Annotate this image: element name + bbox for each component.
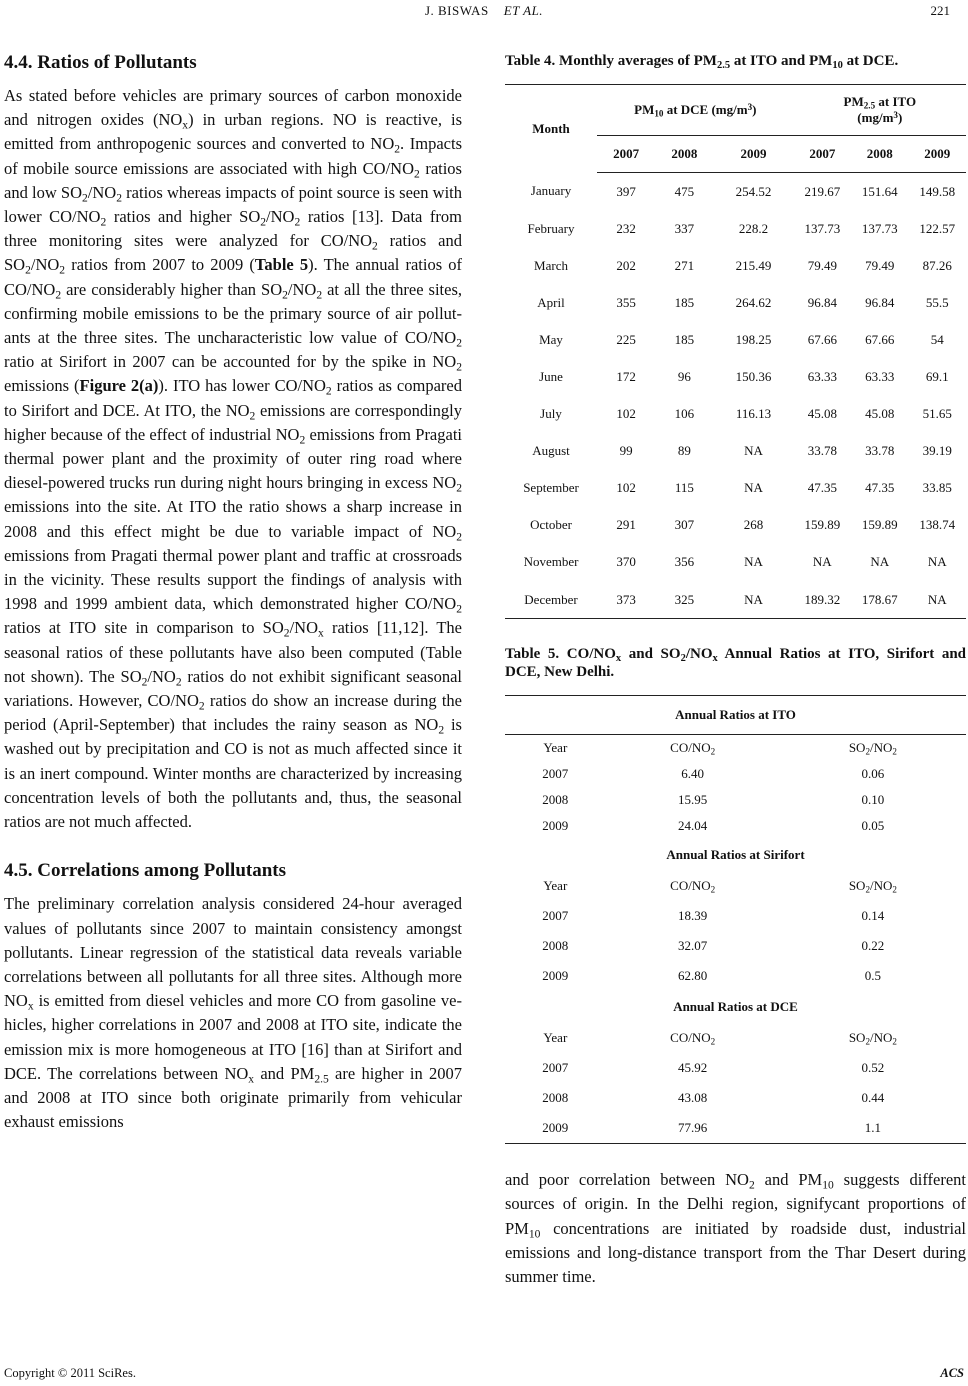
value-cell: 69.1 (925, 369, 949, 385)
table-4-caption: Table 4. Monthly averages of $PM_{2.5}$ at ITO and $PM_{10}$ at DCE. (505, 53, 899, 72)
value-cell: 62.80 (678, 968, 708, 984)
value-cell: 264.62 (735, 294, 772, 310)
table-row (505, 470, 966, 507)
value-cell: 337 (674, 220, 695, 236)
column-header-cell: Year (543, 740, 568, 756)
value-cell: 116.13 (735, 406, 772, 422)
column-header-cell: $CO/NO_2$ (670, 740, 716, 757)
value-cell: NA (744, 554, 763, 570)
table-row (505, 507, 966, 544)
page-number: 221 (930, 3, 950, 18)
value-cell: 185 (674, 331, 695, 347)
table-4-year-header: 2009 (909, 136, 967, 173)
value-cell: 0.22 (861, 938, 885, 954)
column-header-cell: $CO/NO_2$ (670, 1030, 716, 1047)
month-cell: July (540, 406, 562, 422)
value-cell: 2008 (542, 1090, 569, 1106)
value-cell: 87.26 (922, 257, 952, 273)
value-cell: 1.1 (864, 1120, 881, 1136)
value-cell: 198.25 (735, 331, 772, 347)
value-cell: 0.52 (861, 1060, 885, 1076)
section-4-4-heading: 4.4. Ratios of Pollutants (4, 52, 197, 73)
value-cell: 115 (674, 480, 694, 496)
month-cell: March (534, 257, 568, 273)
column-header-cell: $CO/NO_2$ (670, 878, 716, 895)
value-cell: 45.08 (807, 406, 837, 422)
value-cell: 24.04 (678, 818, 708, 834)
table-row (505, 284, 966, 321)
value-cell: 159.89 (861, 517, 898, 533)
value-cell: 189.32 (804, 591, 841, 607)
table-4-year-header: 2007 (597, 136, 655, 173)
value-cell: 32.07 (678, 938, 708, 954)
value-cell: 2009 (542, 818, 569, 834)
value-cell: 47.35 (865, 480, 895, 496)
table-row (505, 1113, 966, 1144)
table-5-column-header-row (505, 871, 966, 901)
table-row (505, 581, 966, 619)
value-cell: 271 (674, 257, 695, 273)
month-cell: December (524, 591, 578, 607)
table-4-year-header: 2008 (851, 136, 908, 173)
value-cell: 99 (619, 443, 633, 459)
table-row (505, 173, 966, 211)
value-cell: 138.74 (919, 517, 956, 533)
value-cell: 225 (616, 331, 636, 347)
month-cell: August (532, 443, 570, 459)
table-5 (505, 695, 966, 1144)
month-cell: October (530, 517, 572, 533)
table-row (505, 396, 966, 433)
value-cell: 33.78 (865, 443, 895, 459)
section-title-cell: Annual Ratios at ITO (505, 696, 966, 735)
table-5-section-title (505, 839, 966, 871)
table-row (505, 247, 966, 284)
month-cell: September (523, 480, 579, 496)
table-row (505, 544, 966, 581)
value-cell: 89 (677, 443, 691, 459)
table-row (505, 961, 966, 991)
table-5-section-title (505, 991, 966, 1023)
table-4 (505, 84, 966, 619)
value-cell: 96.84 (865, 294, 895, 310)
value-cell: 54 (930, 331, 944, 347)
value-cell: 373 (616, 591, 636, 607)
value-cell: 2007 (542, 766, 569, 782)
value-cell: 122.57 (919, 220, 956, 236)
right-column (505, 52, 966, 1289)
value-cell: 79.49 (807, 257, 837, 273)
value-cell: 63.33 (865, 369, 895, 385)
value-cell: 307 (674, 517, 695, 533)
table-5-column-header-row (505, 735, 966, 762)
value-cell: 67.66 (807, 331, 837, 347)
value-cell: 137.73 (804, 220, 841, 236)
value-cell: 67.66 (865, 331, 895, 347)
value-cell: 79.49 (865, 257, 895, 273)
copyright-notice: Copyright © 2011 SciRes. (4, 1366, 136, 1380)
value-cell: 96.84 (807, 294, 837, 310)
value-cell: 325 (674, 591, 695, 607)
value-cell: 2009 (542, 968, 569, 984)
left-column (4, 52, 462, 1134)
value-cell: 33.85 (922, 480, 952, 496)
value-cell: 356 (674, 554, 695, 570)
value-cell: 355 (616, 294, 636, 310)
table-4-year-header: 2007 (794, 136, 851, 173)
value-cell: 6.40 (681, 766, 705, 782)
section-title-cell: Annual Ratios at DCE (673, 999, 798, 1015)
value-cell: 45.92 (678, 1060, 708, 1076)
value-cell: 2009 (542, 1120, 569, 1136)
value-cell: NA (927, 554, 947, 570)
table-5-section-title (505, 696, 966, 735)
column-header-cell: Year (543, 878, 568, 894)
value-cell: 0.5 (864, 968, 881, 984)
value-cell: 55.5 (925, 294, 949, 310)
value-cell: 2008 (542, 938, 569, 954)
running-head (0, 3, 968, 19)
table-row (505, 1053, 966, 1083)
value-cell: 0.10 (861, 792, 885, 808)
value-cell: 291 (616, 517, 636, 533)
value-cell: 39.19 (922, 443, 952, 459)
page-footer (4, 1366, 966, 1381)
value-cell: 232 (616, 220, 636, 236)
journal-name: ACS (940, 1366, 964, 1380)
column-header-cell: Year (543, 1030, 568, 1046)
value-cell: 149.58 (919, 183, 956, 199)
value-cell: 370 (616, 554, 636, 570)
table-row (505, 787, 966, 813)
value-cell: NA (744, 443, 763, 459)
value-cell: NA (744, 591, 763, 607)
running-head-author: J. BISWAS (424, 3, 489, 18)
value-cell: 475 (674, 183, 695, 199)
table-row (505, 931, 966, 961)
value-cell: 2007 (542, 1060, 569, 1076)
value-cell: 2008 (542, 792, 569, 808)
section-4-5-paragraph: The preliminary correlation analysis considered 24-hour averaged values of pollutants since 2007 to maintain consistency amongst pollutants. Linear regression of the statistical data reveals variable correlations between all pollutants for all three sites. Although more $NO_x$ is emitted from diesel vehicles and more CO from gasoline vehicles, higher correlations in 2007 and 2008 at ITO site, indicate the emission mix is more homogeneous at ITO [16] than at Sirifort and DCE. The correlations between $NO_x$ and $PM_{2.5}$ are higher in 2007 and 2008 at ITO since both originate primarily from vehicular exhaust emissions (4, 894, 462, 1132)
value-cell: 159.89 (804, 517, 841, 533)
value-cell: NA (812, 554, 832, 570)
value-cell: 219.67 (804, 183, 841, 199)
value-cell: 137.73 (861, 220, 898, 236)
value-cell: 228.2 (738, 220, 769, 236)
value-cell: 215.49 (735, 257, 772, 273)
value-cell: 96 (677, 369, 691, 385)
month-cell: June (539, 369, 563, 385)
table-row (505, 901, 966, 931)
value-cell: 150.36 (735, 369, 772, 385)
column-header-cell: $SO_2/NO_2$ (848, 1030, 897, 1047)
value-cell: 2007 (542, 908, 569, 924)
table-row (505, 210, 966, 247)
value-cell: 63.33 (807, 369, 837, 385)
column-header-cell: $SO_2/NO_2$ (848, 740, 897, 757)
page-header (0, 0, 968, 30)
value-cell: 0.14 (861, 908, 885, 924)
table-row (505, 358, 966, 395)
continued-paragraph: and poor correlation between $NO_2$ and $PM_{10}$ suggests different sources of origin. In the Delhi region, signifycant proportions of $PM_{10}$ concentrations are initiated by roadside dust, industrial emissions and long-distance transport from the Thar Desert during summer time. (505, 1170, 966, 1286)
value-cell: 15.95 (678, 792, 708, 808)
table-4-pm10-header: $PM_{10}$ at DCE $(mg/m^3)$ (634, 101, 757, 119)
value-cell: NA (870, 554, 890, 570)
value-cell: NA (744, 480, 763, 496)
table-4-year-header: 2008 (655, 136, 713, 173)
month-cell: February (527, 220, 575, 236)
table-5-column-header-row (505, 1023, 966, 1053)
table-row (505, 1083, 966, 1113)
value-cell: 268 (743, 517, 764, 533)
value-cell: 254.52 (735, 183, 772, 199)
table-5-caption: Table 5. $CO/NO_x$ and $SO_2/NO_x$ Annual Ratios at ITO, Sirifort and DCE, New Delhi. (505, 646, 966, 681)
value-cell: 102 (616, 406, 636, 422)
column-header-cell: $SO_2/NO_2$ (848, 878, 897, 895)
value-cell: 202 (616, 257, 636, 273)
value-cell: 77.96 (678, 1120, 708, 1136)
table-row (505, 433, 966, 470)
value-cell: 102 (616, 480, 636, 496)
table-4-year-header: 2009 (714, 136, 794, 173)
value-cell: 106 (674, 406, 695, 422)
value-cell: 45.08 (865, 406, 895, 422)
value-cell: 0.06 (861, 766, 885, 782)
value-cell: 178.67 (861, 591, 898, 607)
value-cell: 51.65 (922, 406, 952, 422)
value-cell: 151.64 (861, 183, 898, 199)
month-cell: January (530, 183, 572, 199)
value-cell: 0.05 (861, 818, 885, 834)
table-row (505, 813, 966, 839)
table-row (505, 761, 966, 787)
value-cell: 43.08 (678, 1090, 708, 1106)
table-4-month-header: Month (532, 120, 570, 136)
value-cell: 185 (674, 294, 695, 310)
section-title-cell: Annual Ratios at Sirifort (666, 847, 805, 863)
value-cell: NA (927, 591, 947, 607)
value-cell: 172 (616, 369, 636, 385)
running-head-etal: ET AL. (503, 3, 544, 18)
section-4-4-paragraph: As stated before vehicles are primary sources of carbon monoxide and nitrogen oxides $(NO_x)$ in urban regions. NO is reactive, is emitted from anthropogenic sources and converted to $NO_2$. Impacts of mobile source emissions are associated with high $CO/NO_2$ ratios and low $SO_2/NO_2$ ratios whereas impacts of point source is seen with lower $CO/NO_2$ ratios and higher $SO_2/NO_2$ ratios [13]. Data from three monitoring sites were analyzed for $CO/NO_2$ ratios and $SO_2/NO_2$ ratios from 2007 to 2009 (Table 5). The annual ratios of $CO/NO_2$ are considerably higher than $SO_2/NO_2$ at all the three sites, confirming mobile emissions to be the primary source of air pollutants at the three sites. The uncharacteristic low value of $CO/NO_2$ ratio at Sirifort in 2007 can be accounted for by the spike in $NO_2$ emissions (Figure 2(a)). ITO has lower $CO/NO_2$ ratios as compared to Sirifort and DCE. At ITO, the $NO_2$ emissions are correspondingly higher because of the effect of industrial $NO_2$ emissions from Pragati thermal power plant and the proximity of outer ring road where diesel-powered trucks run during night hours bringing in excess $NO_2$ emissions into the site. At ITO the ratio shows a sharp increase in 2008 and this effect might be due to variable impact of $NO_2$ emissions from Pragati thermal power plant and traffic at crossroads in the vicinity. These results support the findings of analysis with 1998 and 1999 ambient data, which demonstrated higher $CO/NO_2$ ratios at ITO site in comparison to $SO_2/NO_x$ ratios [11,12]. The seasonal ratios of these pollutants have also been computed (Table not shown). The $SO_2/NO_2$ ratios do not exhibit significant seasonal variations. However, $CO/NO_2$ ratios do show an increase during the period (April-September) that includes the rainy season as $NO_2$ is washed out by precipitation and CO is not as much affected since it is an inert compound. Winter months are characterized by increasing concentration levels of both the pollutants and, thus, the seasonal ratios are not much affected. (4, 86, 463, 832)
value-cell: 18.39 (678, 908, 708, 924)
value-cell: 33.78 (807, 443, 837, 459)
section-4-5-heading: 4.5. Correlations among Pollutants (4, 860, 287, 882)
value-cell: 0.44 (861, 1090, 885, 1106)
table-row (505, 321, 966, 358)
value-cell: 397 (616, 183, 636, 199)
value-cell: 47.35 (807, 480, 837, 496)
month-cell: November (523, 554, 579, 570)
month-cell: April (537, 294, 565, 310)
table-4-body (505, 173, 966, 619)
table-4-pm25-header: $PM_{2.5}$ at ITO $(mg/m^3)$ (843, 94, 917, 125)
month-cell: May (539, 331, 563, 347)
